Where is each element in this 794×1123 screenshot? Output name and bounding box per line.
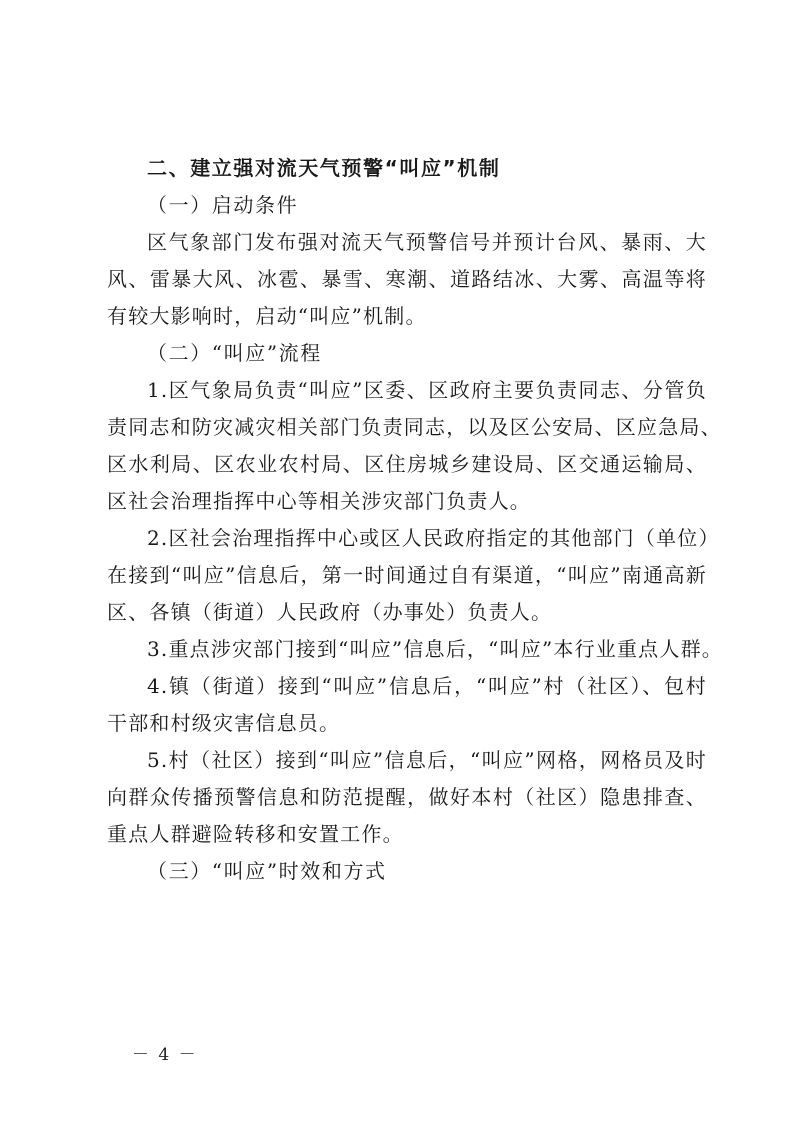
document-body [107,150,723,890]
text-line: 重点人群避险转移和安置工作。 [107,822,404,846]
text-line: 向群众传播预警信息和防范提醒，做好本村（社区）隐患排查、 [107,785,707,809]
text-line: 区社会治理指挥中心等相关涉灾部门负责人。 [107,489,531,513]
paragraph-item-5 [107,742,707,853]
paragraph-launch-conditions [107,224,707,335]
text-line: 区、各镇（街道）人民政府（办事处）负责人。 [107,600,553,624]
text-line: 区气象部门发布强对流天气预警信号并预计台风、暴雨、大 [147,230,707,254]
page-number: － 4 － [132,1045,198,1065]
text-line: 2.区社会治理指挥中心或区人民政府指定的其他部门（单位） [147,526,720,550]
text-line: 3.重点涉灾部门接到“叫应”信息后，“叫应”本行业重点人群。 [147,637,723,661]
text-line: 在接到“叫应”信息后，第一时间通过自有渠道，“叫应”南通高新 [107,563,707,587]
text-line: 有较大影响时，启动“叫应”机制。 [107,304,427,328]
paragraph-item-3 [107,631,723,668]
text-line: 5.村（社区）接到“叫应”信息后，“叫应”网格，网格员及时 [147,748,707,772]
subsection-heading-timeliness: （三）“叫应”时效和方式 [147,859,387,883]
paragraph-item-1 [107,372,722,520]
text-line: 1.区气象局负责“叫应”区委、区政府主要负责同志、分管负 [147,378,707,402]
text-line: 区水利局、区农业农村局、区住房城乡建设局、区交通运输局、 [107,452,707,476]
text-line: 4.镇（街道）接到“叫应”信息后，“叫应”村（社区）、包村 [147,674,707,698]
subsection-heading-launch-conditions: （一）启动条件 [147,193,299,217]
subsection-heading-process: （二）“叫应”流程 [147,341,322,365]
text-line: 责同志和防灾减灾相关部门负责同志，以及区公安局、区应急局、 [107,415,722,439]
text-line: 干部和村级灾害信息员。 [107,711,341,735]
paragraph-item-2 [107,520,720,631]
section-heading: 二、建立强对流天气预警“叫应”机制 [147,156,501,180]
text-line: 风、雷暴大风、冰雹、暴雪、寒潮、道路结冰、大雾、高温等将 [107,267,707,291]
paragraph-item-4 [107,668,707,742]
